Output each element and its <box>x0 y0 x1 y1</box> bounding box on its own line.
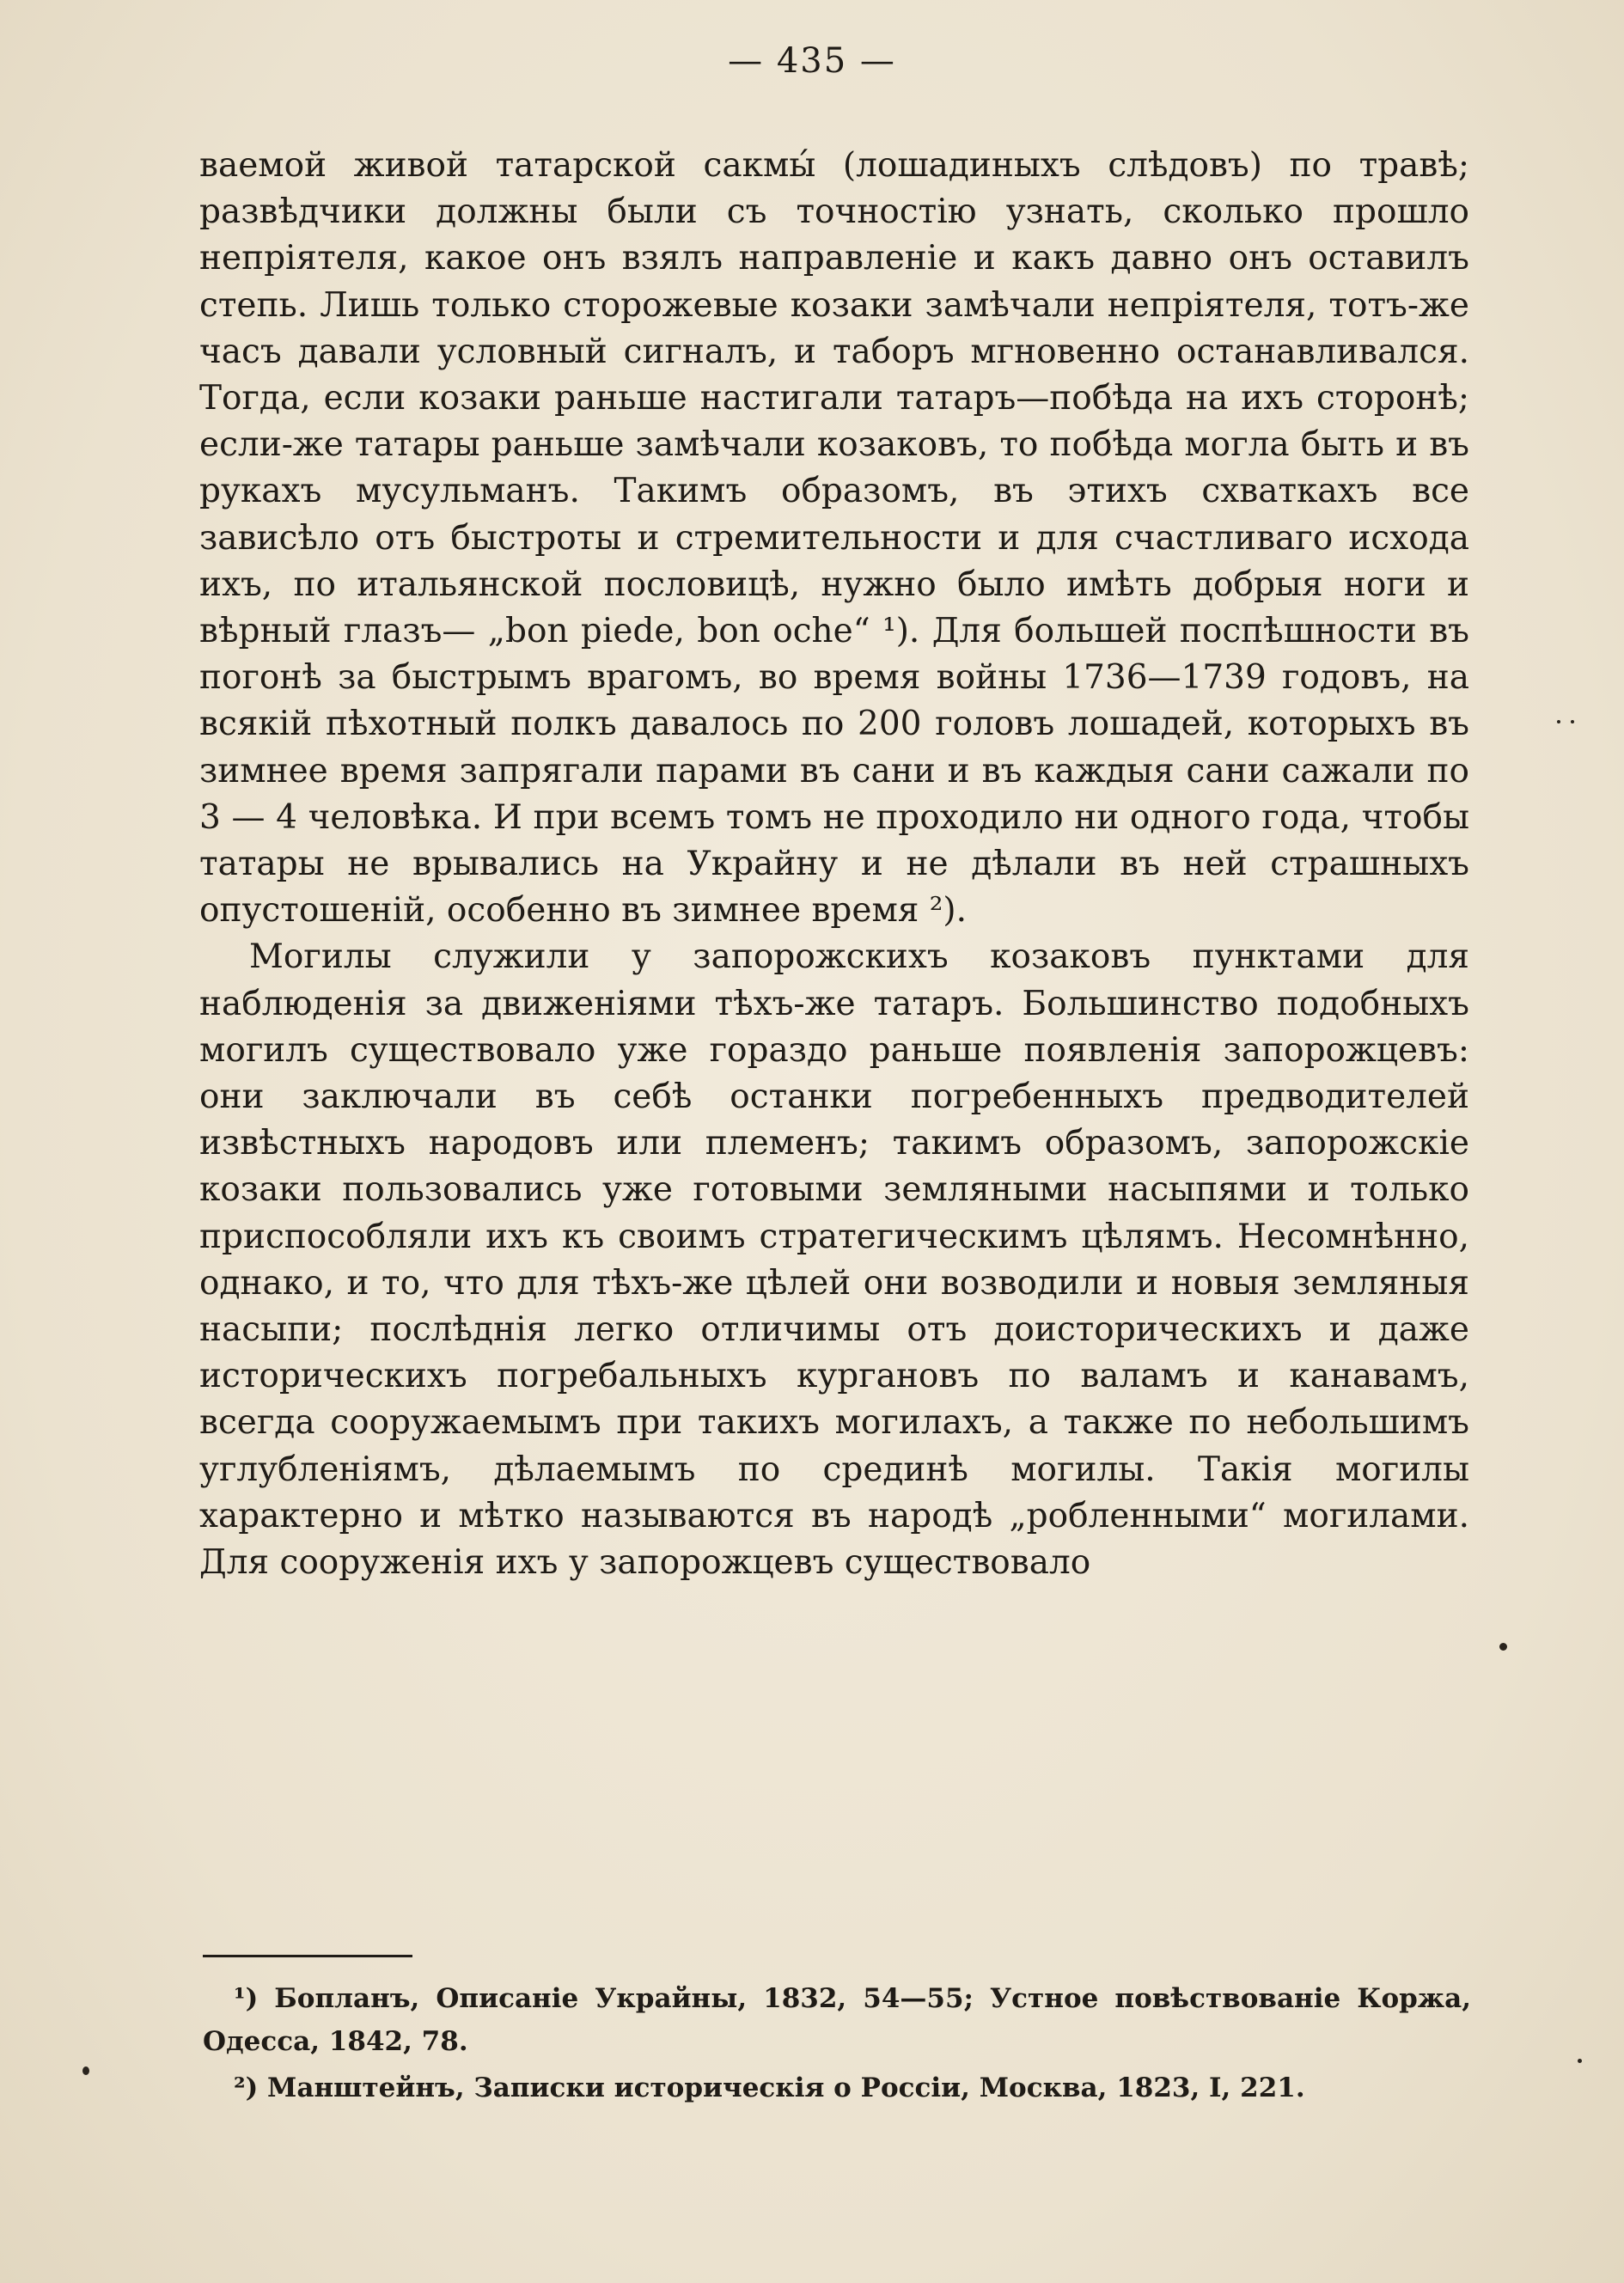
footnotes <box>203 1977 1471 2113</box>
paragraph-2: Могилы служили у запорожскихъ козаковъ пунктами для наблюденія за движеніями тѣхъ-же татаръ. Большинство подобныхъ могилъ существовало уже гораздо раньше появленія запорожцевъ: они заключали въ себѣ останки погребенныхъ предводителей извѣстныхъ народовъ или племенъ; такимъ образомъ, запорожскіе козаки пользовались уже готовыми земляными насыпями и только приспособляли ихъ къ своимъ стратегическимъ цѣлямъ. Несомнѣнно, однако, и то, что для тѣхъ-же цѣлей они возводили и новыя земляныя насыпи; послѣднія легко отличимы отъ доисторическихъ и даже историческихъ погребальныхъ кургановъ по валамъ и канавамъ, всегда сооружаемымъ при такихъ могилахъ, а также по небольшимъ углубленіямъ, дѣлаемымъ по срединѣ могилы. Такія могилы характерно и мѣтко называются въ народѣ „робленными“ могилами. Для сооруженія ихъ у запорожцевъ существовало <box>199 937 1469 1583</box>
footnote-2: ²) Манштейнъ, Записки историческія о Россіи, Москва, 1823, I, 221. <box>234 2072 1305 2103</box>
ink-speck <box>82 2066 89 2075</box>
paragraph-1: ваемой живой татарской сакмы́ (лошадиныхъ слѣдовъ) по травѣ; развѣдчики должны были съ точностію узнать, сколько прошло непріятеля, какое онъ взялъ направленіе и какъ давно онъ оставилъ степь. Лишь только сторожевые козаки замѣчали непріятеля, тотъ-же часъ давали условный сигналъ, и таборъ мгновенно останавливался. Тогда, если козаки раньше настигали татаръ—побѣда на ихъ сторонѣ; если-же татары раньше замѣчали козаковъ, то побѣда могла быть и въ рукахъ мусульманъ. Такимъ образомъ, въ этихъ схваткахъ все зависѣло отъ быстроты и стремительности и для счастливаго исхода ихъ, по итальянской пословицѣ, нужно было имѣть добрыя ноги и вѣрный глазъ— „bon piede, bon oche“ ¹). Для большей поспѣшности въ погонѣ за быстрымъ врагомъ, во время войны 1736—1739 годовъ, на всякій пѣхотный полкъ давалось по 200 головъ лошадей, которыхъ въ зимнее время запрягали парами въ сани и въ каждыя сани сажали по 3 — 4 человѣка. И при всемъ томъ не проходило ни одного года, чтобы татары не врывались на Украйну и не дѣлали въ ней страшныхъ опустошеній, особенно въ зимнее время ²). <box>199 146 1469 931</box>
ink-speck <box>1578 2059 1582 2063</box>
footnote-1: ¹) Бопланъ, Описаніе Украйны, 1832, 54—55; Устное повѣствованіе Коржа, Одесса, 1842, 78. <box>203 1983 1471 2057</box>
ink-speck <box>1499 1643 1507 1651</box>
page-number: — 435 — <box>728 41 896 81</box>
footnote-separator <box>203 1955 412 1957</box>
ink-speck <box>1557 720 1560 723</box>
ink-speck <box>1571 720 1574 723</box>
body-text <box>199 143 1469 1586</box>
